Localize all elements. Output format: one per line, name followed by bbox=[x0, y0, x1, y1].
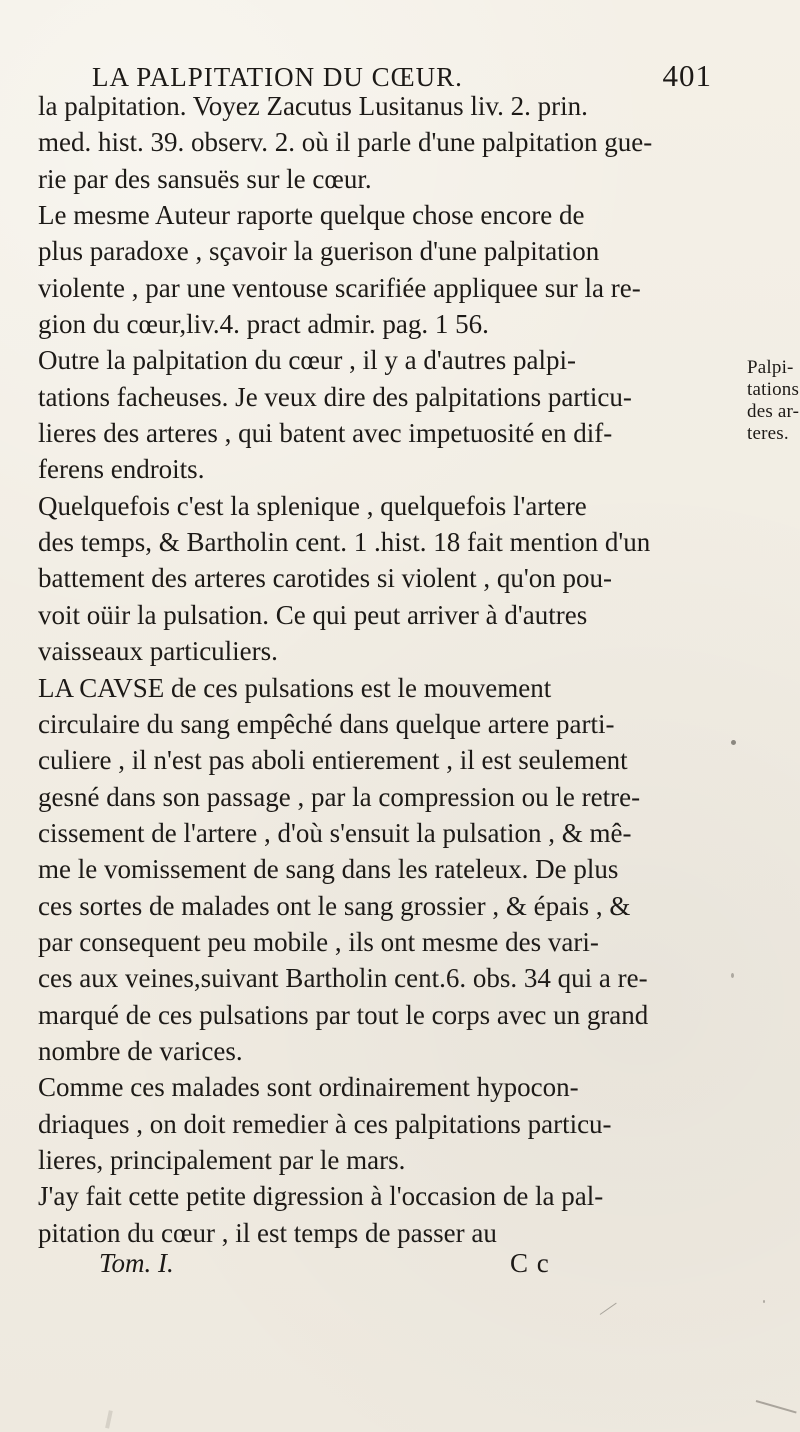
main-text bbox=[38, 88, 744, 1251]
text-line-24: par consequent peu mobile , ils ont mesme des vari- bbox=[38, 926, 599, 957]
text-line-32: pitation du cœur , il est temps de passer au bbox=[38, 1217, 497, 1248]
marginal-note bbox=[747, 357, 799, 445]
text-line-23: ces sortes de malades ont le sang grossier , & épais , & bbox=[38, 890, 631, 921]
text-line-10: lieres des arteres , qui batent avec impetuosité en dif- bbox=[38, 418, 613, 449]
text-line-11: ferens endroits. bbox=[38, 454, 205, 485]
paper-scratch bbox=[600, 1303, 617, 1315]
text-line-26: marqué de ces pulsations par tout le corps avec un grand bbox=[38, 999, 649, 1030]
text-line-15: voit oüir la pulsation. Ce qui peut arriver à d'autres bbox=[38, 599, 588, 630]
text-line-12: Quelquefois c'est la splenique , quelquefois l'artere bbox=[38, 490, 587, 521]
text-line-2: med. hist. 39. observ. 2. où il parle d'une palpitation gue- bbox=[38, 127, 653, 158]
margin-line-2: tations bbox=[747, 379, 800, 400]
text-line-17: LA CAVSE de ces pulsations est le mouvement bbox=[38, 672, 552, 703]
text-line-20: gesné dans son passage , par la compression ou le retre- bbox=[38, 781, 641, 812]
volume-label: Tom. I. bbox=[99, 1248, 174, 1278]
text-line-1: la palpitation. Voyez Zacutus Lusitanus liv. 2. prin. bbox=[38, 91, 588, 121]
margin-line-3: des ar- bbox=[747, 401, 800, 422]
text-line-4: Le mesme Auteur raporte quelque chose encore de bbox=[38, 200, 585, 231]
text-line-5: plus paradoxe , sçavoir la guerison d'une palpitation bbox=[38, 236, 600, 267]
text-line-29: driaques , on doit remedier à ces palpitations particu- bbox=[38, 1108, 612, 1139]
text-line-19: culiere , il n'est pas aboli entierement , il est seulement bbox=[38, 745, 628, 776]
paper-scratch bbox=[105, 1410, 113, 1428]
ink-speck bbox=[731, 740, 736, 745]
text-line-3: rie par des sansuës sur le cœur. bbox=[38, 163, 372, 194]
text-line-9: tations facheuses. Je veux dire des palpitations particu- bbox=[38, 381, 632, 412]
text-line-22: me le vomissement de sang dans les rateleux. De plus bbox=[38, 854, 619, 885]
text-line-21: cissement de l'artere , d'où s'ensuit la pulsation , & mê- bbox=[38, 817, 632, 848]
text-line-6: violente , par une ventouse scarifiée appliquee sur la re- bbox=[38, 272, 641, 303]
text-line-13: des temps, & Bartholin cent. 1 .hist. 18 fait mention d'un bbox=[38, 527, 651, 558]
text-line-25: ces aux veines,suivant Bartholin cent.6. obs. 34 qui a re- bbox=[38, 963, 648, 994]
page-number: 401 bbox=[662, 58, 712, 93]
running-title: LA PALPITATION DU CŒUR. bbox=[92, 62, 463, 92]
text-line-7: gion du cœur,liv.4. pract admir. pag. 1 56. bbox=[38, 309, 489, 340]
ink-speck bbox=[763, 1300, 765, 1303]
text-line-14: battement des arteres carotides si violent , qu'on pou- bbox=[38, 563, 612, 594]
text-line-27: nombre de varices. bbox=[38, 1035, 243, 1066]
text-line-8: Outre la palpitation du cœur , il y a d'autres palpi- bbox=[38, 345, 576, 376]
margin-line-1: Palpi- bbox=[747, 357, 794, 378]
corner-scratch bbox=[756, 1400, 797, 1413]
margin-line-4: teres. bbox=[747, 423, 789, 444]
text-line-28: Comme ces malades sont ordinairement hypocon- bbox=[38, 1072, 579, 1103]
text-line-18: circulaire du sang empêché dans quelque artere parti- bbox=[38, 708, 615, 739]
text-line-31: J'ay fait cette petite digression à l'occasion de la pal- bbox=[38, 1181, 604, 1212]
text-line-16: vaisseaux particuliers. bbox=[38, 636, 278, 667]
ink-speck bbox=[731, 973, 734, 978]
signature-mark: C c bbox=[510, 1248, 550, 1278]
text-line-30: lieres, principalement par le mars. bbox=[38, 1144, 406, 1175]
